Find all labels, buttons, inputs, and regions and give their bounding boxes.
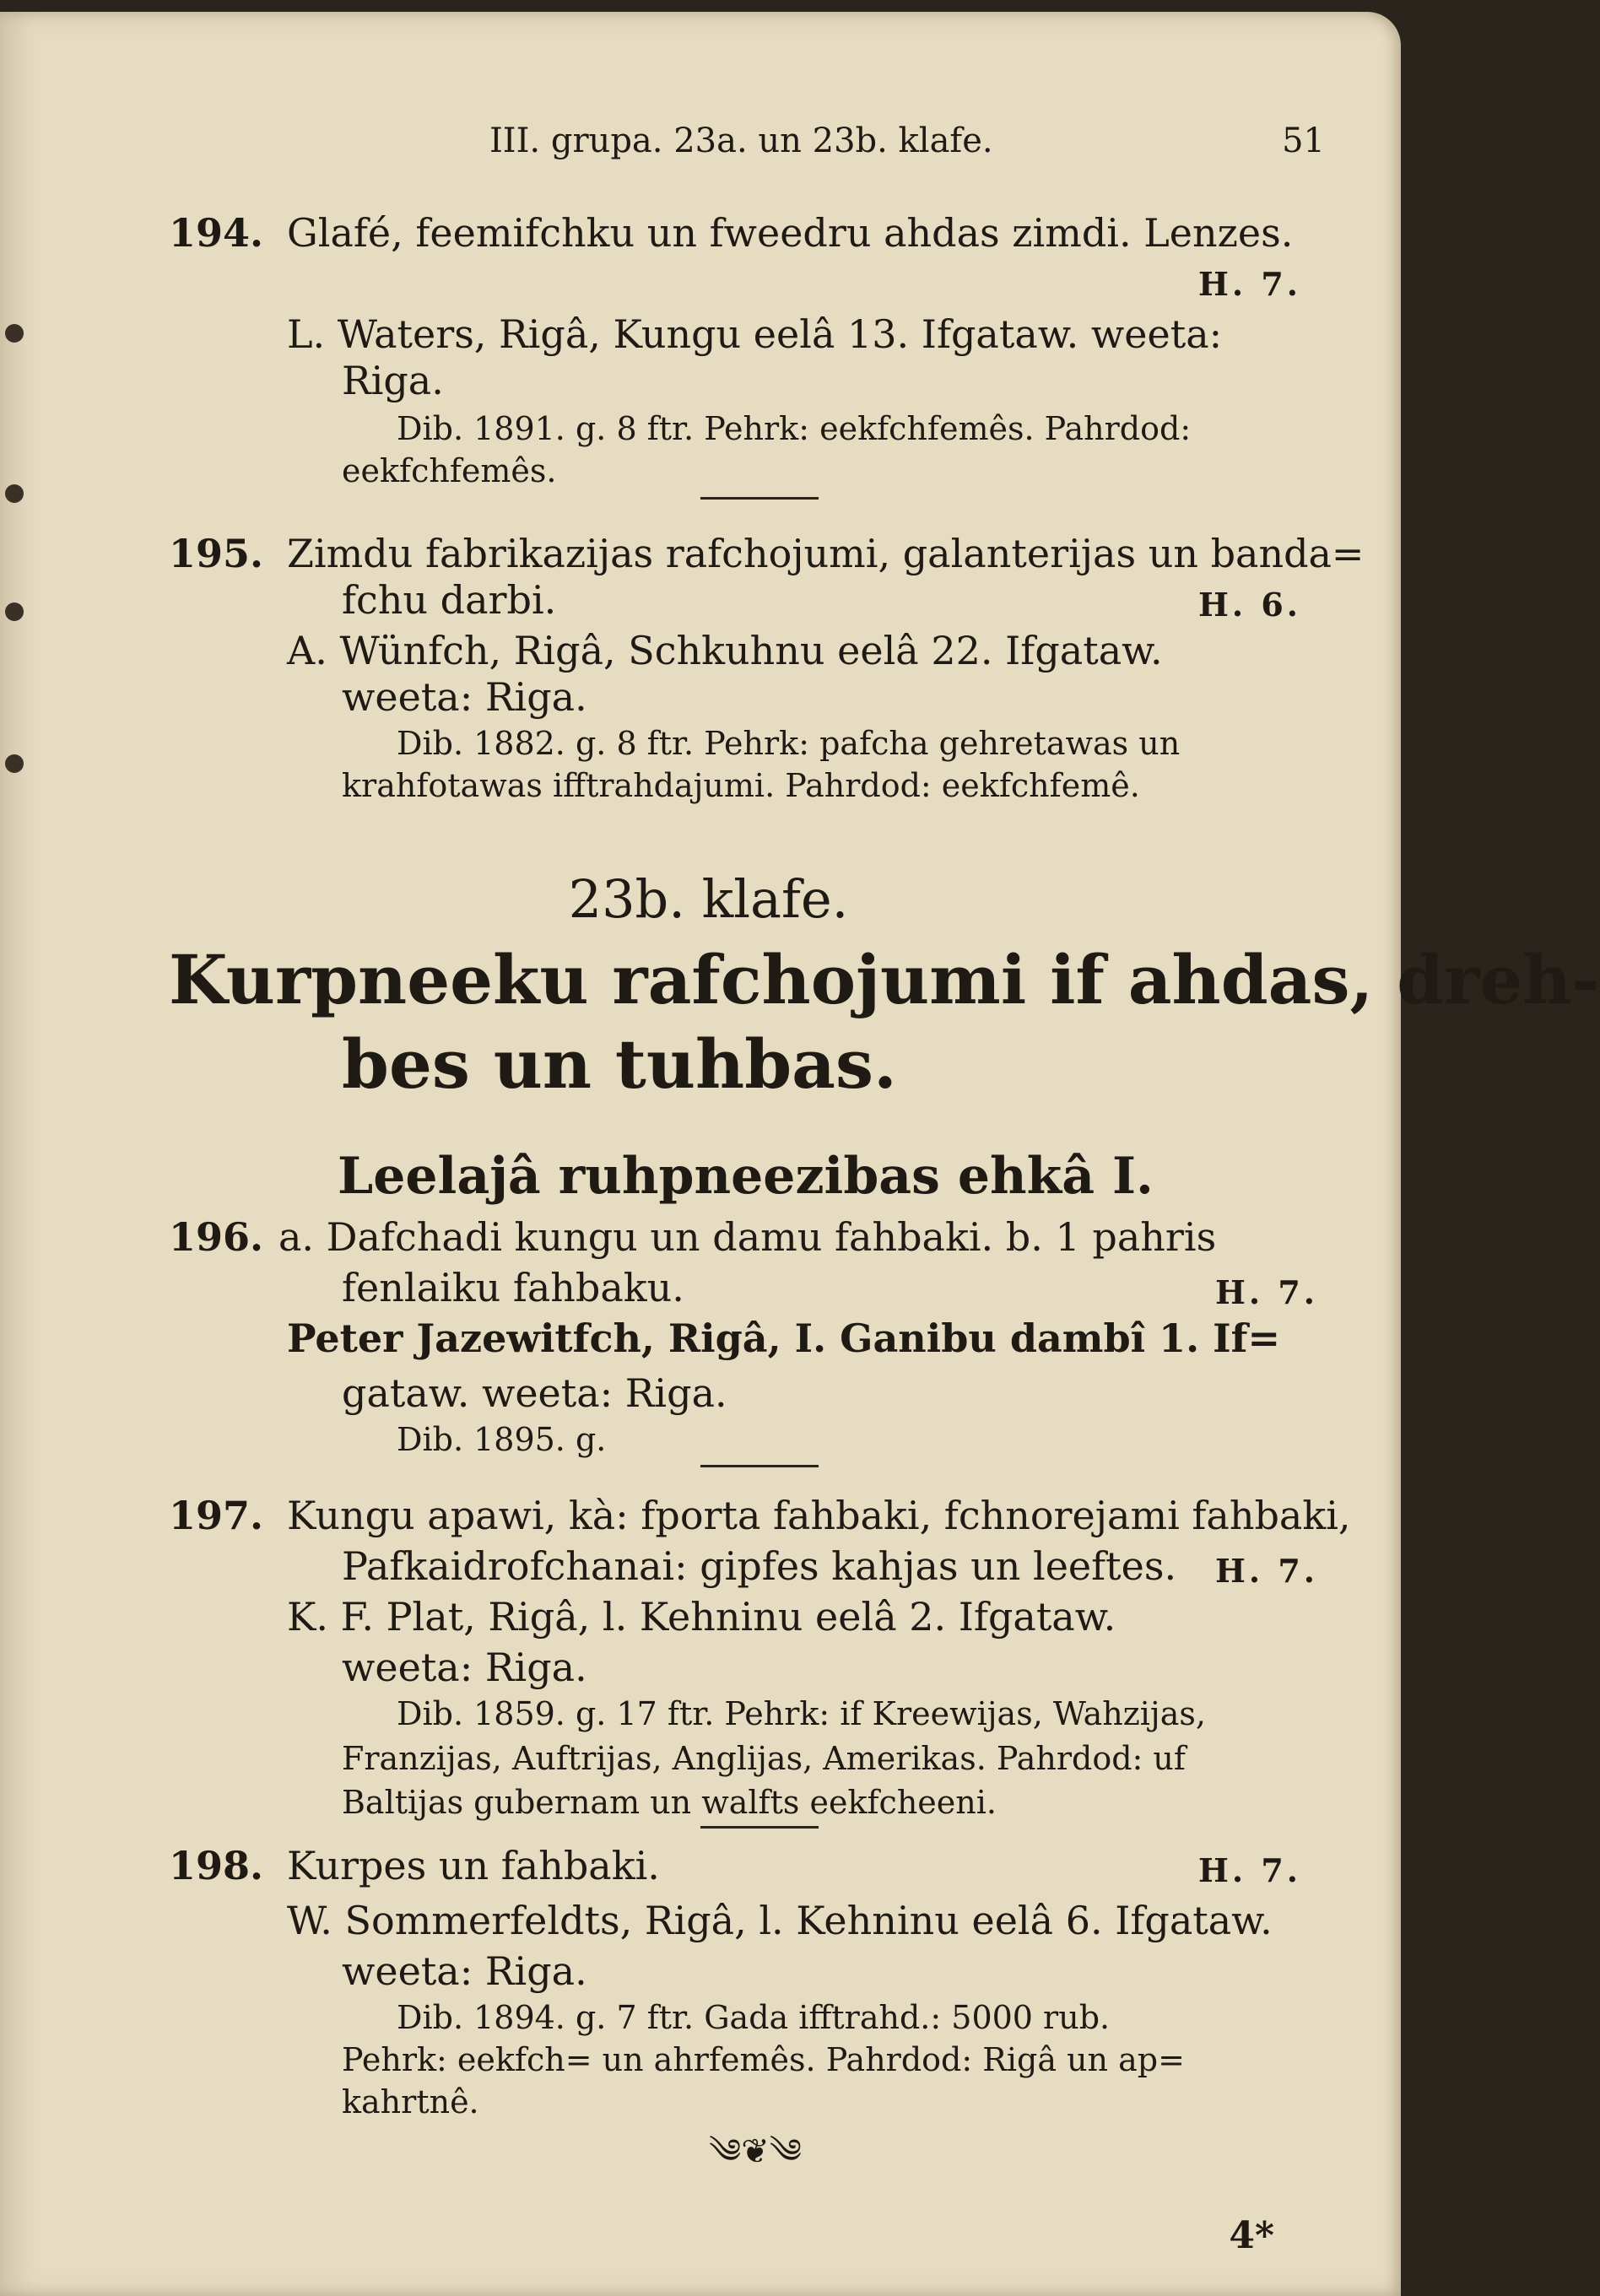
divider [700,497,819,500]
entry-text: Pafkaidrofchanai: gipfes kahjas un leeftes. [342,1543,1177,1589]
entry-number: 194. [169,210,264,256]
entry-text: Glafé, feemifchku un fweedru ahdas zimdi. Lenzes. [287,210,1294,256]
entry-code: H. 7. [1198,1851,1302,1889]
entry-text: fenlaiku fahbaku. [342,1265,684,1310]
divider [700,1465,819,1467]
entry-code: H. 6. [1198,586,1302,624]
entry-number: 198. [169,1843,264,1888]
header-title: III. grupa. 23a. un 23b. klafe. [489,122,993,160]
binding-hole [5,754,24,773]
entry-text: Kungu apawi, kà: fporta fahbaki, fchnorejami fahbaki, [287,1493,1351,1538]
signature-mark: 4* [1229,2214,1274,2257]
entry-details: Dib. 1895. g. [397,1421,607,1458]
entry-text: W. Sommerfeldts, Rigâ, l. Kehninu eelâ 6. Ifgataw. [287,1898,1273,1943]
page [0,12,1600,2296]
binding-hole [5,602,24,621]
entry-details: Baltijas gubernam un walfts eekfcheeni. [342,1784,997,1821]
page-number: 51 [1282,122,1325,160]
entry-code: H. 7. [1215,1273,1319,1311]
section-title: Kurpneeku rafchojumi if ahdas, dreh- [169,940,1600,1019]
binding-hole [5,484,24,503]
section-title: bes un tuhbas. [342,1024,897,1104]
binding-hole [5,324,24,343]
entry-details: Franzijas, Auftrijas, Anglijas, Amerikas. Pahrdod: uf [342,1740,1186,1777]
entry-text: Peter Jazewitfch, Rigâ, I. Ganibu dambî 1. If= [287,1315,1280,1361]
entry-text: weeta: Riga. [342,1948,587,1994]
section-klase: 23b. klafe. [568,868,849,930]
entry-text: K. F. Plat, Rigâ, l. Kehninu eelâ 2. Ifgataw. [287,1594,1116,1640]
entry-details: Dib. 1859. g. 17 ftr. Pehrk: if Kreewijas, Wahzijas, [397,1695,1206,1732]
entry-text: L. Waters, Rigâ, Kungu eelâ 13. Ifgataw. weeta: [287,311,1223,357]
section-subtitle: Leelajâ ruhpneezibas ehkâ I. [338,1147,1154,1206]
entry-details: Dib. 1891. g. 8 ftr. Pehrk: eekfchfemês. Pahrdod: [397,410,1192,447]
entry-details: Pehrk: eekfch= un ahrfemês. Pahrdod: Rigâ un ap= [342,2041,1185,2078]
entry-number: 196. [169,1214,264,1260]
entry-text: Zimdu fabrikazijas rafchojumi, galanterijas un banda= [287,531,1365,576]
page-header [489,113,1350,164]
entry-text: weeta: Riga. [342,1645,587,1690]
ornament-icon: ༄❦༄ [709,2132,802,2171]
entry-details: eekfchfemês. [342,452,557,489]
entry-number: 195. [169,531,264,576]
entry-details: kahrtnê. [342,2083,479,2120]
entry-code: H. 7. [1215,1552,1319,1590]
entry-text: Kurpes un fahbaki. [287,1843,660,1888]
entry-text: Riga. [342,358,444,403]
entry-text: gataw. weeta: Riga. [342,1370,727,1416]
entry-text: weeta: Riga. [342,674,587,720]
entry-details: Dib. 1894. g. 7 ftr. Gada ifftrahd.: 5000 rub. [397,1999,1111,2036]
entry-text: fchu darbi. [342,577,557,623]
entry-number: 197. [169,1493,264,1538]
entry-text: A. Wünfch, Rigâ, Schkuhnu eelâ 22. Ifgataw. [287,628,1163,673]
entry-details: krahfotawas ifftrahdajumi. Pahrdod: eekfchfemê. [342,767,1140,804]
entry-text: a. Dafchadi kungu un damu fahbaki. b. 1 pahris [278,1214,1217,1260]
entry-code: H. 7. [1198,265,1302,303]
entry-details: Dib. 1882. g. 8 ftr. Pehrk: pafcha gehretawas un [397,725,1181,762]
divider [700,1826,819,1829]
